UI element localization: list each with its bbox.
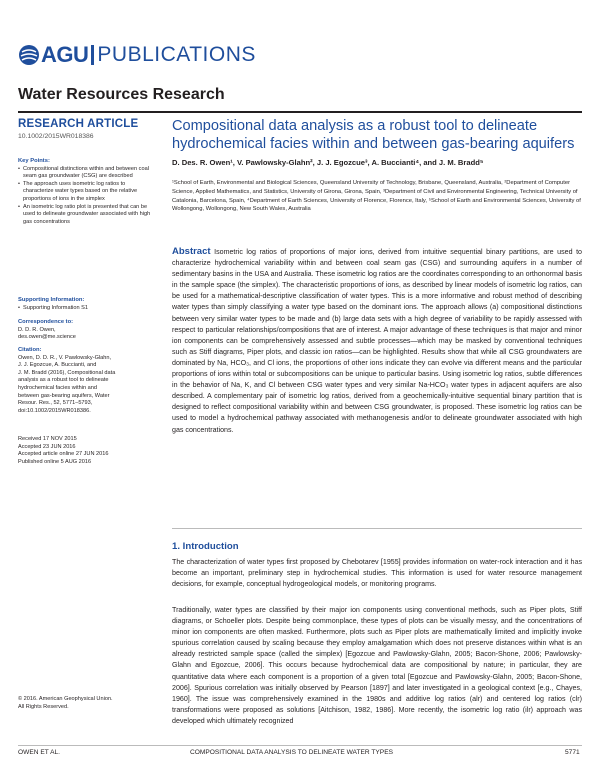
footer-authors: OWEN ET AL. <box>18 749 61 756</box>
citation <box>18 347 152 415</box>
supporting-heading: Supporting Information: <box>18 297 85 303</box>
intro-paragraph-2: Traditionally, water types are classified by their major ion components using conventional methods, such as Piper plots, Stiff diagrams, or Schoeller plots. Despite being commonplace, these types of plots can be visually messy, and the concentrations of minor ion components are often masked. Furthermore, plots such as Piper plots are mathematically limited and implicitly invoke spurious correlation caused by scaling because they employ amalgamation which does not preserve distances within what is an already restricted sample space (called the simplex) [Egozcue and Pawlowsky-Glahn, 2005; Bacon-Shone, 2006; Pawlowsky-Glahn and Egozcue, 2006]. This occurs because hydrochemical data are compositional by nature; in particular, they are quantitative data where each component is a proportion of a given total [Egozcue and Pawlowsky-Glahn, 2005; Bacon-Shone, 2006]. Spurious correlation was initially observed by Pearson [1897] and later investigated in a geological context [e.g., Chayes, 1960]. The issue was comprehensively examined in the 1980s and additive log ratios (alr) and centered log ratios (clr) transformations were proposed as solutions [Aitchison, 1982, 1986]. More recently, the isometric log ratio (ilr) approach was developed which ultimately recognized <box>172 606 582 725</box>
abstract-heading: Abstract <box>172 246 211 257</box>
article-title: Compositional data analysis as a robust tool to delineate hydrochemical facies within and between gas-bearing aquifers <box>172 118 575 152</box>
key-points-list <box>18 166 152 227</box>
key-point-item: • Compositional distinctions within and between coal seam gas groundwater (CSG) are described <box>18 166 152 181</box>
section-heading: 1. Introduction <box>172 541 239 552</box>
logo-separator <box>91 45 94 65</box>
author-list: D. Des. R. Owen¹, V. Pawlowsky-Glahn², J. J. Egozcue³, A. Buccianti⁴, and J. M. Bradd⁵ <box>172 158 484 167</box>
article-dates: Received 17 NOV 2015 Accepted 23 JUN 2016 Accepted article online 27 JUN 2016 Published online 5 AUG 2016 <box>18 436 109 465</box>
citation-heading: Citation: <box>18 347 42 353</box>
supporting-information <box>18 297 152 312</box>
logo-publications-text: PUBLICATIONS <box>97 43 256 66</box>
key-points <box>18 158 152 226</box>
key-point-item: • The approach uses isometric log ratios to characterize water types based on the relative proportions of ions in the simplex <box>18 181 152 204</box>
footer-rule <box>18 745 582 746</box>
article-type: RESEARCH ARTICLE <box>18 118 139 130</box>
section-divider <box>172 528 582 529</box>
page-number: 5771 <box>565 749 580 756</box>
agu-publications-logo <box>18 43 256 67</box>
footer-running-title: COMPOSITIONAL DATA ANALYSIS TO DELINEATE WATER TYPES <box>190 749 393 756</box>
correspondence-heading: Correspondence to: <box>18 319 74 325</box>
correspondence-text[interactable]: D. D. R. Owen, des.owen@me.science <box>18 326 76 341</box>
copyright-notice: © 2016. American Geophysical Union. All Rights Reserved. <box>18 696 113 710</box>
citation-text: Owen, D. D. R., V. Pawlowsky-Glahn, J. J. Egozcue, A. Buccianti, and J. M. Bradd (2016), Compositional data analysis as a robust tool to delineate hydrochemical facies within and between gas-bearing aquifers, Water Resour. Res., 52, 5771–5793, doi:10.1002/2015WR018386. <box>18 354 116 414</box>
header-rule <box>18 111 582 113</box>
supporting-list <box>18 305 152 313</box>
logo-agu-text: AGU <box>41 42 89 67</box>
globe-icon <box>18 44 40 66</box>
key-points-heading: Key Points: <box>18 158 50 164</box>
journal-title: Water Resources Research <box>18 86 225 103</box>
abstract <box>172 246 582 436</box>
supporting-item[interactable]: • Supporting Information S1 <box>18 305 152 313</box>
intro-paragraph-1: The characterization of water types first proposed by Chebotarev [1955] provides information on water-rock interaction and it has become an important, preliminary step in hydrochemical studies. This information is used for water resource management decisions, for example, conceptual hydrogeological models, or monitoring programs. <box>172 558 582 589</box>
key-point-item: • An isometric log ratio plot is presented that can be used to delineate groundwater associated with high gas concentrations <box>18 204 152 227</box>
abstract-text: Isometric log ratios of proportions of major ions, derived from intuitive sequential binary partitions, are used to characterize hydrochemical variability within and between coal seam gas (CSG) and surrounding aquifers in a number of sedimentary basins in the USA and Australia. These isometric log ratios are the coordinates corresponding to an orthonormal basis in the sample space (the simplex). The characteristic proportions of ions, as described by linear models of isometric log ratios, can be used for a mathematical-descriptive classification of water types. This is a more informative and robust method of describing water types than simply classifying a water type based on the dominant ions. The approach allows (a) compositional distinctions between very similar water types to be made and (b) large data sets with a high degree of variability to be rapidly assessed with respect to particular relationships/compositions that are of interest. A major advantage of these techniques is that major and minor ion components can be comprehensively assessed and subtle processes—which may be masked by conventional techniques such as Stiff diagrams, Piper plots, and classic ion ratios—can be highlighted. Results show that while all CSG groundwaters are dominated by Na, HCO₃, and Cl ions, the proportions of other ions indicate they can evolve via different means and the particular proportions of ions within total or subcompositions can be unique to particular basins. Using isometric log ratios, subtle differences in the behavior of Na, K, and Cl between CSG water types and very similar Na-HCO₃ water types in adjacent aquifers are also described. A complementary pair of isometric log ratios, derived from a geochemically-intuitive sequential binary partition that is designed to reflect compositional variability within and between CSG groundwater, is proposed. These isometric log ratios can be used to model a hydrochemical pathway associated with methanogenesis and/or to delineate groundwater associated with high gas concentrations. <box>172 248 582 434</box>
correspondence <box>18 319 152 342</box>
affiliations: ¹School of Earth, Environmental and Biological Sciences, Queensland University of Technology, Brisbane, Queensland, Australia, ²Department of Computer Science, Applied Mathematics, and Statistics, University of Girona, Girona, Spain, ³Department of Civil and Environmental Engineering, Technical University of Catalonia, Barcelona, Spain, ⁴Department of Earth Sciences, University of Florence, Florence, Italy, ⁵School of Earth and Environmental Sciences, University of Wollongong, Wollongong, New South Wales, Australia <box>172 180 581 213</box>
article-doi[interactable]: 10.1002/2015WR018386 <box>18 133 94 140</box>
